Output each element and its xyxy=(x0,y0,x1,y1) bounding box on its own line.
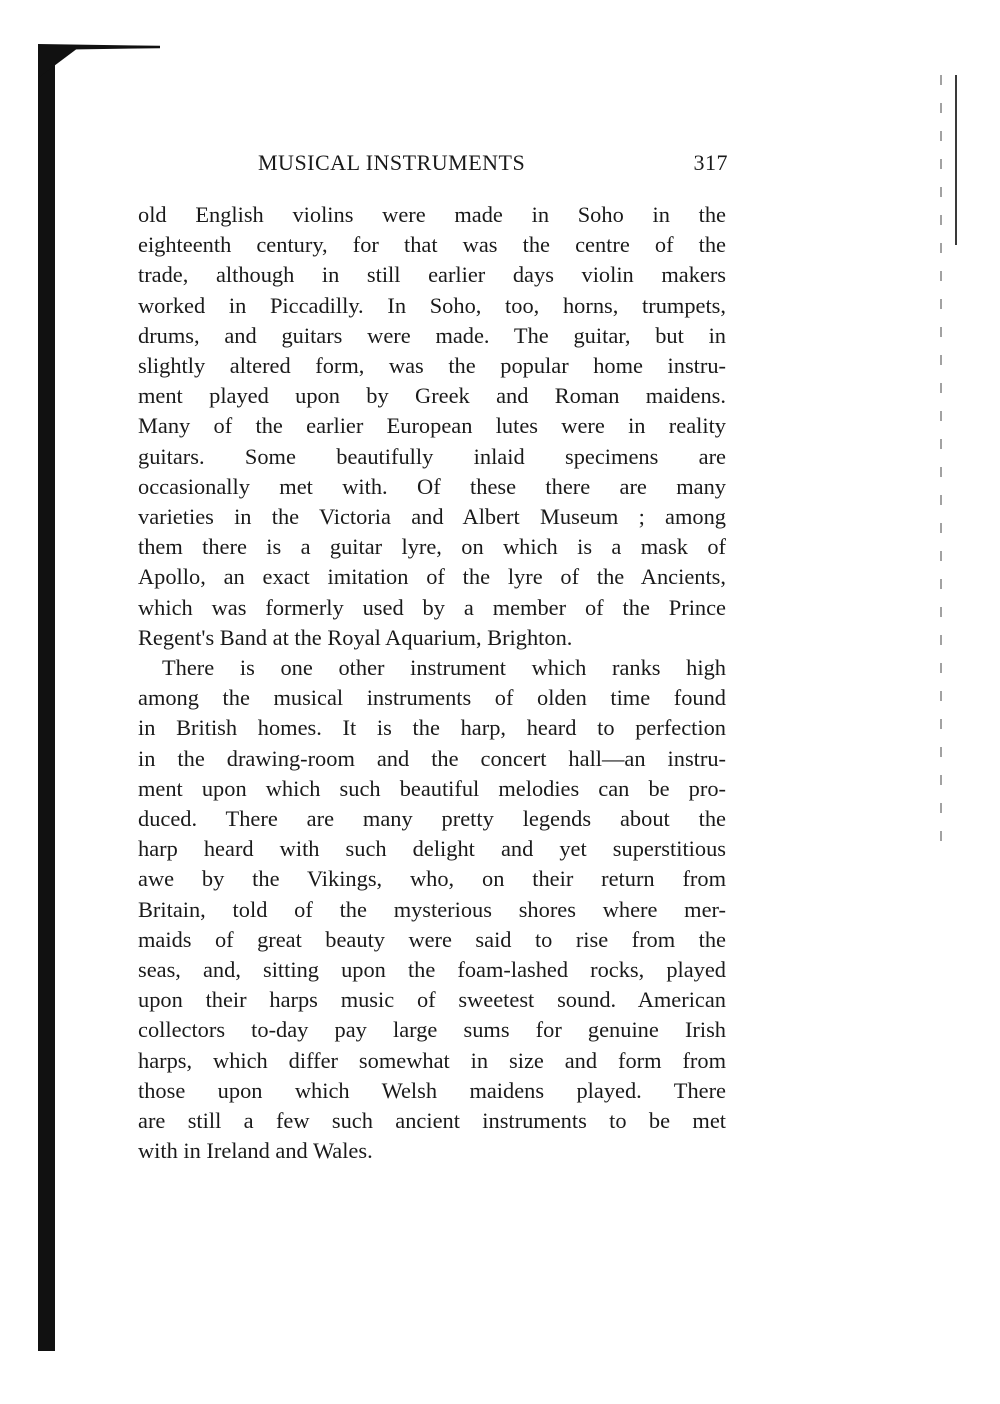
paragraph-1 xyxy=(138,200,726,653)
text-line: seas, and, sitting upon the foam-lashed rocks, played xyxy=(138,957,726,983)
text-line: them there is a guitar lyre, on which is a mask of xyxy=(138,534,726,560)
running-header-title: MUSICAL INSTRUMENTS xyxy=(258,150,526,175)
text-line: old English violins were made in Soho in the xyxy=(138,202,726,227)
text-line: worked in Piccadilly. In Soho, too, horns, trumpets, xyxy=(138,292,726,318)
text-line: in the drawing-room and the concert hall—an instru- xyxy=(138,745,726,771)
text-line: those upon which Welsh maidens played. There xyxy=(138,1077,726,1103)
page-number: 317 xyxy=(693,150,728,175)
text-line: slightly altered form, was the popular home instru- xyxy=(138,353,726,379)
text-line: collectors to-day pay large sums for genuine Irish xyxy=(138,1017,726,1043)
scan-gutter-line xyxy=(955,75,957,245)
text-line: harps, which differ somewhat in size and form from xyxy=(138,1047,726,1073)
text-line: There is one other instrument which ranks high xyxy=(162,655,726,681)
text-line: eighteenth century, for that was the centre of the xyxy=(138,232,726,258)
scan-gutter-marks xyxy=(940,75,942,855)
text-line: maids of great beauty were said to rise from the xyxy=(138,926,726,952)
text-line: among the musical instruments of olden time found xyxy=(138,685,726,711)
text-line: varieties in the Victoria and Albert Museum ; among xyxy=(138,504,726,530)
text-line: upon their harps music of sweetest sound. American xyxy=(138,987,726,1013)
text-line: with in Ireland and Wales. xyxy=(138,1138,373,1164)
text-line: duced. There are many pretty legends about the xyxy=(138,806,726,832)
text-line: drums, and guitars were made. The guitar, but in xyxy=(138,322,726,348)
text-line: Apollo, an exact imitation of the lyre of the Ancients, xyxy=(138,564,726,590)
paragraph-2 xyxy=(138,653,726,1166)
running-header xyxy=(258,150,728,180)
text-line: which was formerly used by a member of the Prince xyxy=(138,594,726,620)
text-line: are still a few such ancient instruments to be met xyxy=(138,1108,726,1134)
text-line: awe by the Vikings, who, on their return from xyxy=(138,866,726,892)
text-line: in British homes. It is the harp, heard to perfection xyxy=(138,715,726,741)
text-line: Many of the earlier European lutes were in reality xyxy=(138,413,726,439)
text-line: occasionally met with. Of these there are many xyxy=(138,473,726,499)
scan-binding-shadow-corner xyxy=(38,48,78,78)
text-line: Regent's Band at the Royal Aquarium, Brighton. xyxy=(138,624,573,650)
text-line: harp heard with such delight and yet superstitious xyxy=(138,836,726,862)
text-line: ment upon which such beautiful melodies can be pro- xyxy=(138,775,726,801)
text-line: Britain, told of the mysterious shores where mer- xyxy=(138,896,726,922)
text-line: trade, although in still earlier days violin makers xyxy=(138,262,726,288)
text-line: guitars. Some beautifully inlaid specimens are xyxy=(138,443,726,469)
body-text xyxy=(138,200,726,1167)
text-line: ment played upon by Greek and Roman maidens. xyxy=(138,383,726,409)
scan-binding-shadow xyxy=(38,46,55,1351)
